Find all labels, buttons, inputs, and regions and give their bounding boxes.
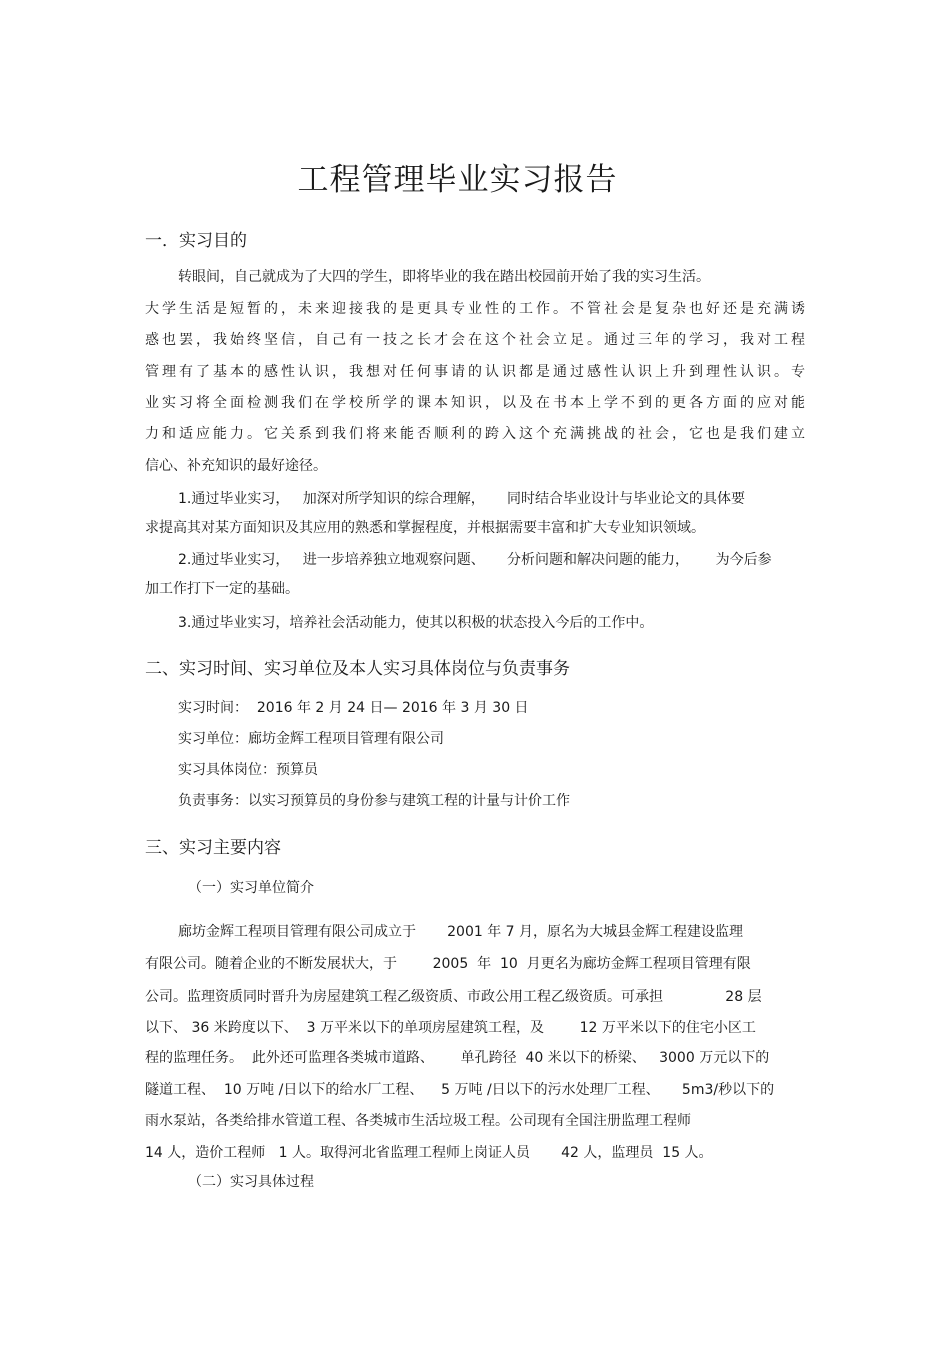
s1-point1-line-2: 求提高其对某方面知识及其应用的熟悉和掌握程度，并根据需要丰富和扩大专业知识领域。 [145, 520, 705, 536]
s1-point3: 3.通过毕业实习，培养社会活动能力，使其以积极的状态投入今后的工作中。 [178, 615, 654, 631]
s1-intro-line-4: 管理有了基本的感性认识，我想对任何事请的认识都是通过感性认识上升到理性认识。专 [145, 364, 805, 380]
internship-unit: 实习单位：廊坊金辉工程项目管理有限公司 [178, 731, 444, 747]
s1-point1-line-1: 1.通过毕业实习， 加深对所学知识的综合理解， 同时结合毕业设计与毕业论文的具体要 [178, 491, 745, 507]
s1-point2-line-2: 加工作打下一定的基础。 [145, 581, 299, 597]
s1-intro-line-2: 大学生活是短暂的，未来迎接我的是更具专业性的工作。不管社会是复杂也好还是充满诱 [145, 301, 805, 317]
s1-point2-line-1: 2.通过毕业实习， 进一步培养独立地观察问题、 分析问题和解决问题的能力， 为今后参 [178, 552, 772, 568]
subsection-process: （二）实习具体过程 [188, 1174, 314, 1190]
subsection-company-intro: （一）实习单位简介 [188, 880, 314, 896]
internship-post: 实习具体岗位：预算员 [178, 762, 318, 778]
company-line-1: 廊坊金辉工程项目管理有限公司成立于 2001 年 7 月，原名为大城县金辉工程建设监理 [178, 924, 744, 940]
section-3-heading: 三、实习主要内容 [145, 838, 281, 858]
document-title: 工程管理毕业实习报告 [297, 162, 618, 198]
company-line-7: 雨水泵站，各类给排水管道工程、各类城市生活垃圾工程。公司现有全国注册监理工程师 [145, 1113, 691, 1129]
s1-intro-line-3: 惑也罢，我始终坚信，自己有一技之长才会在这个社会立足。通过三年的学习，我对工程 [145, 332, 805, 348]
company-line-8: 14 人，造价工程师 1 人。取得河北省监理工程师上岗证人员 42 人，监理员 15 人。 [145, 1145, 713, 1161]
s1-intro-line-6: 力和适应能力。它关系到我们将来能否顺利的跨入这个充满挑战的社会，它也是我们建立 [145, 426, 805, 442]
company-line-3: 公司。监理资质同时晋升为房屋建筑工程乙级资质、市政公用工程乙级资质。可承担 28 层 [145, 989, 762, 1005]
internship-duty: 负责事务：以实习预算员的身份参与建筑工程的计量与计价工作 [178, 793, 570, 809]
company-line-6: 隧道工程、 10 万吨 /日以下的给水厂工程、 5 万吨 /日以下的污水处理厂工程、 5m3/秒以下的 [145, 1082, 775, 1098]
section-2-heading: 二、实习时间、实习单位及本人实习具体岗位与负责事务 [145, 659, 570, 679]
s1-intro-line-5: 业实习将全面检测我们在学校所学的课本知识，以及在书本上学不到的更各方面的应对能 [145, 395, 805, 411]
company-line-4: 以下、 36 米跨度以下、 3 万平米以下的单项房屋建筑工程，及 12 万平米以下的住宅小区工 [145, 1020, 756, 1036]
company-line-5: 程的监理任务。 此外还可监理各类城市道路、 单孔跨径 40 米以下的桥梁、 3000 万元以下的 [145, 1050, 770, 1066]
company-line-2: 有限公司。随着企业的不断发展状大，于 2005 年 10 月更名为廊坊金辉工程项目管理有限 [145, 956, 751, 972]
s1-intro-line-1: 转眼间，自己就成为了大四的学生，即将毕业的我在踏出校园前开始了我的实习生活。 [178, 269, 710, 285]
internship-time: 实习时间： 2016 年 2 月 24 日— 2016 年 3 月 30 日 [178, 700, 529, 716]
section-1-heading: 一．实习目的 [145, 231, 247, 251]
s1-intro-line-7: 信心、补充知识的最好途径。 [145, 458, 327, 474]
